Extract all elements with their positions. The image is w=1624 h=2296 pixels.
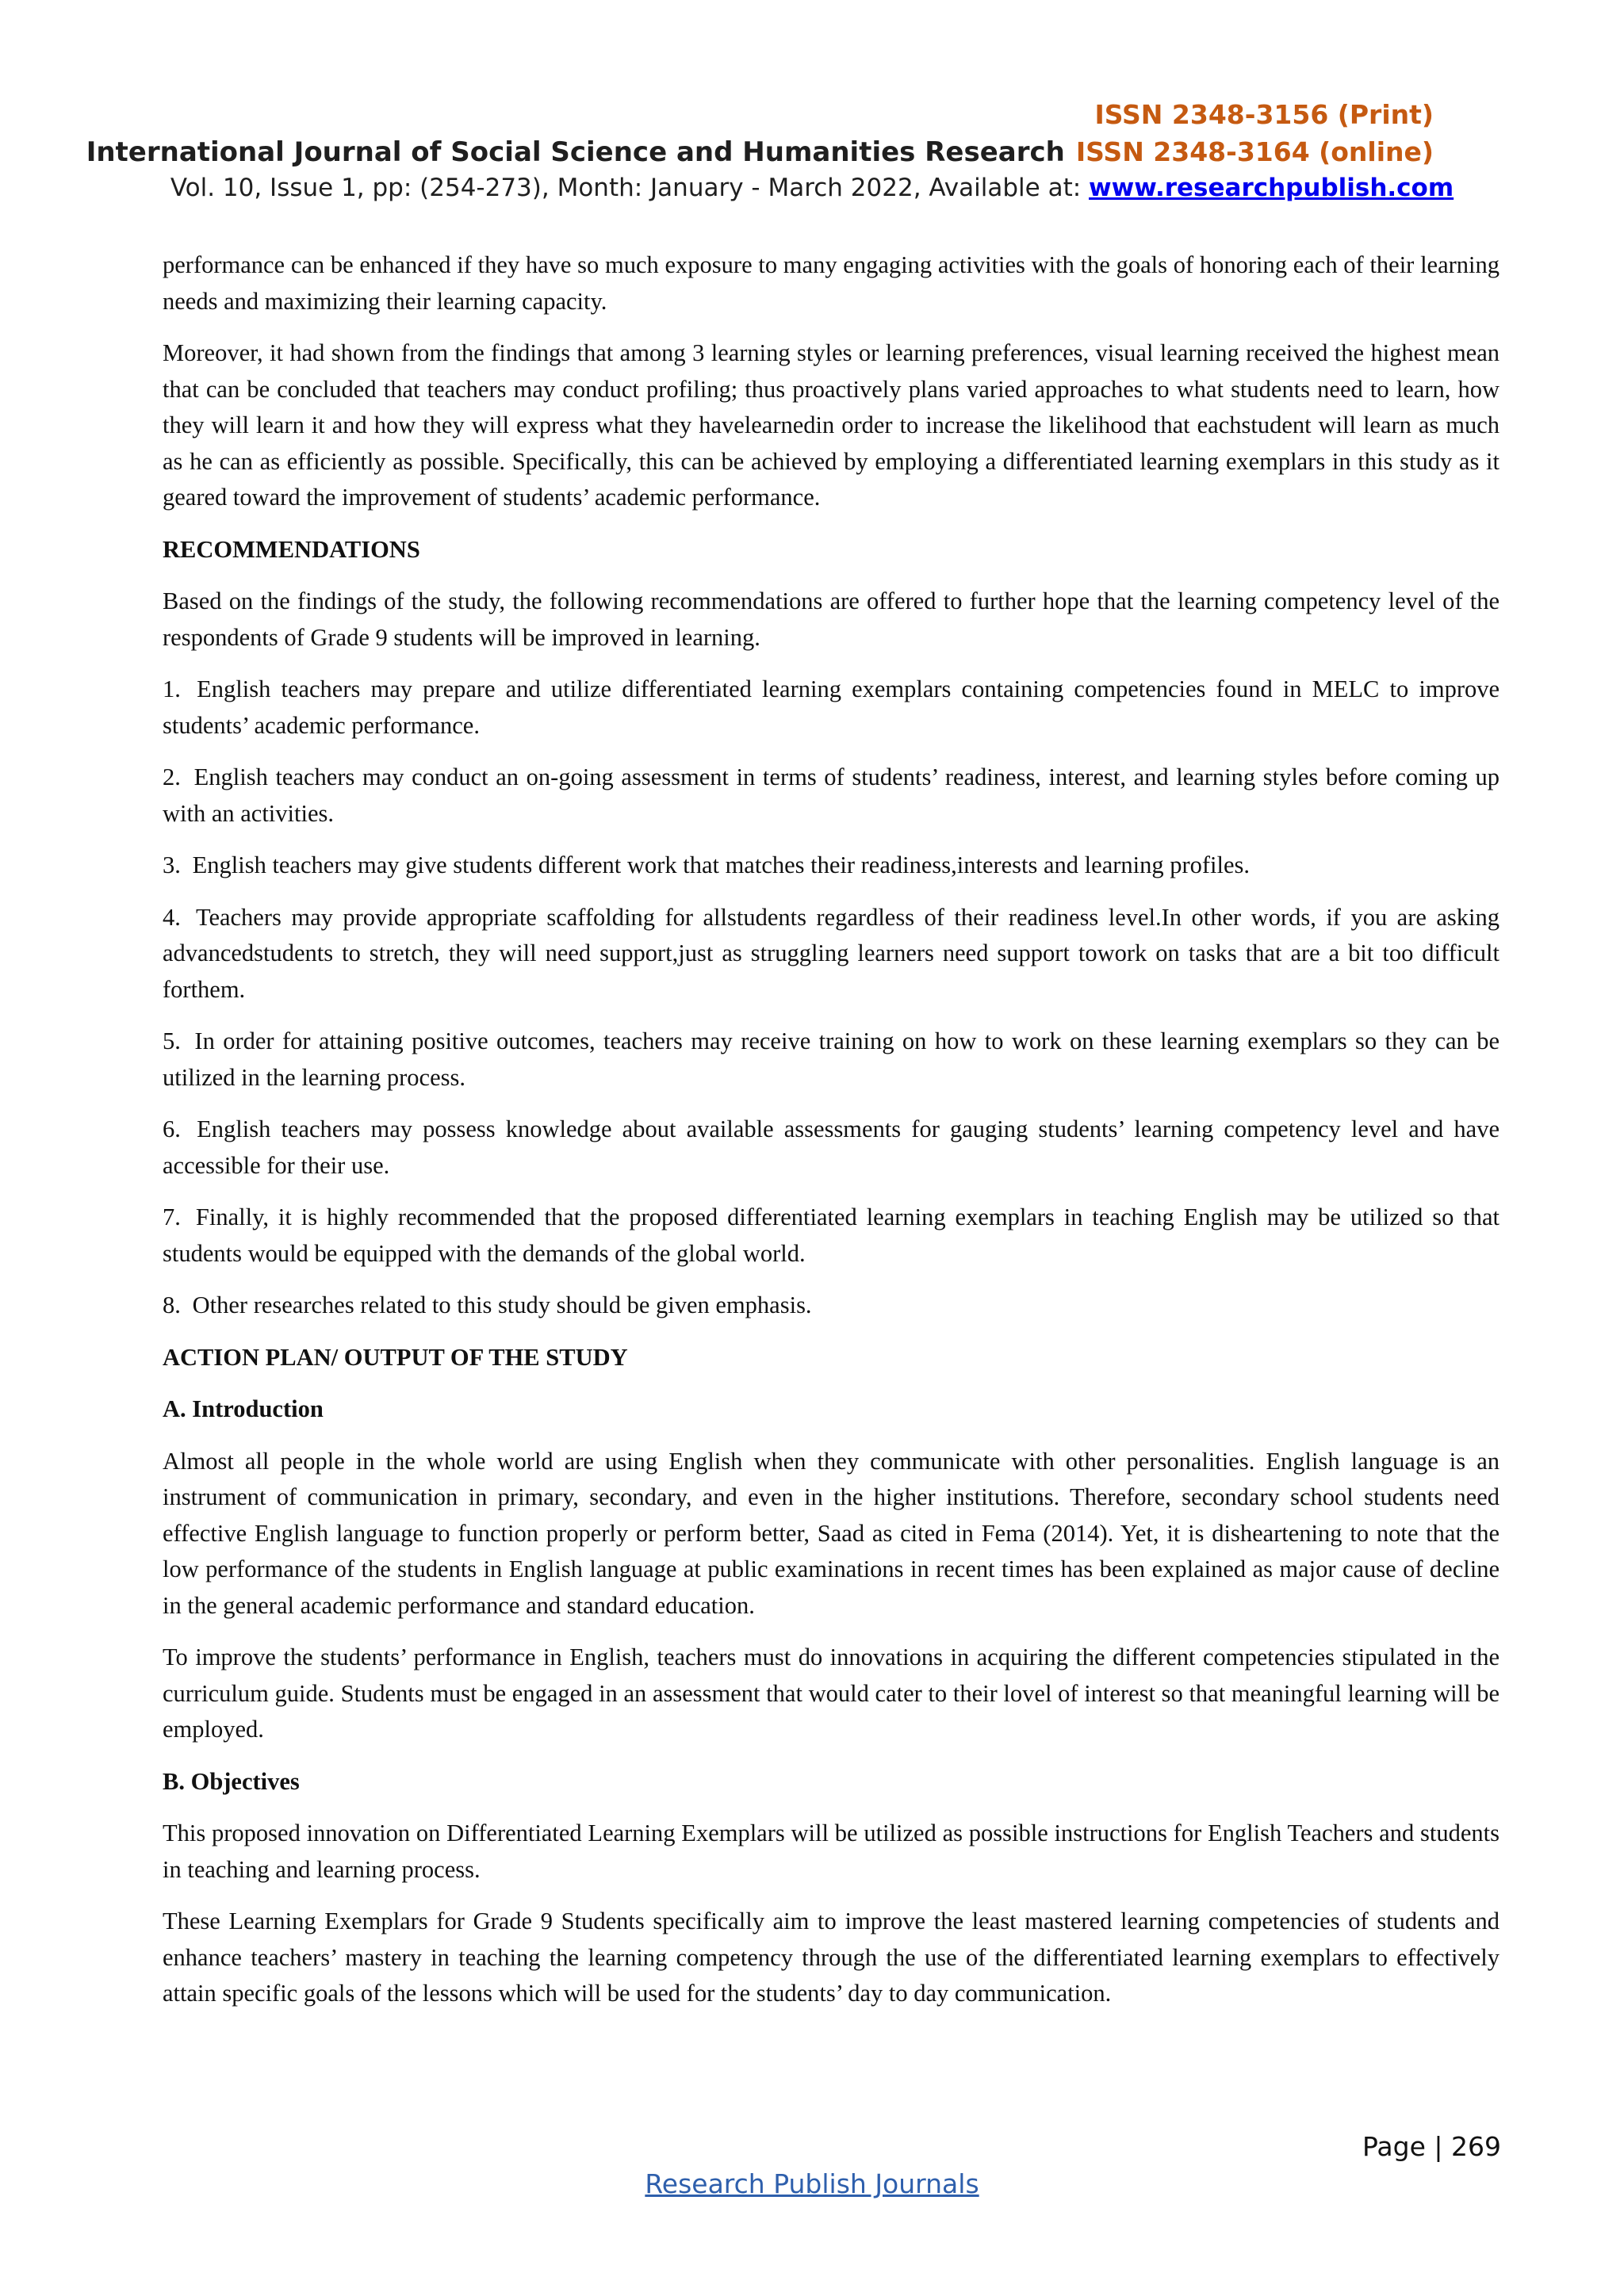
paragraph: Moreover, it had shown from the findings that among 3 learning styles or learning preferences, visual learning received the highest mean that can be concluded that teachers may conduct profiling; thus proactively plans varied approaches to what students need to learn, how they will learn it and how they will express what they havelearnedin order to increase the likelihood that eachstudent will learn as much as he can as efficiently as possible. Specifically, this can be achieved by employing a differentiated learning exemplars in this study as it geared toward the improvement of students’ academic performance. [163,339,1500,511]
list-number: 8. [163,1292,181,1318]
page-number: Page | 269 [1362,2131,1501,2162]
list-number: 5. [163,1027,181,1054]
recommendation-item [163,1288,1500,1324]
website-link[interactable]: www.researchpublish.com [1089,174,1454,202]
list-text: English teachers may give students different work that matches their readiness,interests and learning profiles. [192,851,1251,878]
list-text: Finally, it is highly recommended that the proposed differentiated learning exemplars in teaching English may be utilized so that students would be equipped with the demands of the global world. [163,1203,1500,1267]
paragraph: Almost all people in the whole world are using English when they communicate with other personalities. English language is an instrument of communication in primary, secondary, and even in the higher institutions. Therefore, secondary school students need effective English language to function properly or perform better, Saad as cited in Fema (2014). Yet, it is disheartening to note that the low performance of the students in English language at public examinations in recent times has been explained as major cause of decline in the general academic performance and standard education. [163,1447,1500,1619]
paragraph: These Learning Exemplars for Grade 9 Students specifically aim to improve the least mastered learning competencies of students and enhance teachers’ mastery in teaching the learning competency through the use of the differentiated learning exemplars to effectively attain specific goals of the lessons which will be used for the students’ day to day communication. [163,1908,1500,2007]
list-number: 7. [163,1203,181,1230]
paragraph: Based on the findings of the study, the following recommendations are offered to further hope that the learning competency level of the respondents of Grade 9 students will be improved in learning. [163,587,1500,651]
list-text: Teachers may provide appropriate scaffolding for allstudents regardless of their readiness level.In other words, if you are asking advancedstudents to stretch, they will need support,just as struggling learners need support towork on tasks that are a bit too difficult forthem. [163,903,1500,1003]
subheading-introduction: A. Introduction [163,1395,324,1422]
list-text: In order for attaining positive outcomes, teachers may receive training on how to work on these learning exemplars so they can be utilized in the learning process. [163,1027,1500,1091]
paragraph: performance can be enhanced if they have so much exposure to many engaging activities with the goals of honoring each of their learning needs and maximizing their learning capacity. [163,251,1500,315]
recommendation-item [163,1200,1500,1272]
recommendation-item [163,1112,1500,1184]
issn-print: ISSN 2348-3156 (Print) [1094,99,1434,130]
article-body [163,247,1500,2028]
list-number: 6. [163,1115,181,1142]
journal-title: International Journal of Social Science and Humanities Research [86,136,1065,168]
list-number: 4. [163,903,181,931]
list-number: 2. [163,763,181,790]
paragraph: To improve the students’ performance in English, teachers must do innovations in acquiring the different competencies stipulated in the curriculum guide. Students must be engaged in an assessment that would cater to their lovel of interest so that meaningful learning will be employed. [163,1644,1500,1743]
recommendation-item [163,848,1500,884]
publisher-link[interactable]: Research Publish Journals [645,2168,979,2199]
subheading-objectives: B. Objectives [163,1767,300,1795]
volume-info: Vol. 10, Issue 1, pp: (254-273), Month: January - March 2022, Available at: [170,174,1090,202]
recommendation-item [163,1024,1500,1096]
volume-info-row [0,176,1624,201]
list-number: 1. [163,675,181,702]
list-text: English teachers may prepare and utilize differentiated learning exemplars containing competencies found in MELC to improve students’ academic performance. [163,675,1500,739]
journal-header-row [86,136,1434,168]
recommendation-item [163,900,1500,1008]
issn-online: ISSN 2348-3164 (online) [1075,136,1434,167]
list-text: Other researches related to this study should be given emphasis. [192,1292,812,1318]
section-heading-recommendations: RECOMMENDATIONS [163,535,420,563]
list-text: English teachers may conduct an on-going assessment in terms of students’ readiness, interest, and learning styles before coming up with an activities. [163,763,1500,827]
list-text: English teachers may possess knowledge about available assessments for gauging students’ learning competency level and have accessible for their use. [163,1115,1500,1179]
list-number: 3. [163,851,181,878]
recommendation-item [163,760,1500,832]
paragraph: This proposed innovation on Differentiated Learning Exemplars will be utilized as possible instructions for English Teachers and students in teaching and learning process. [163,1820,1500,1883]
recommendation-item [163,672,1500,744]
section-heading-action-plan: ACTION PLAN/ OUTPUT OF THE STUDY [163,1343,628,1371]
